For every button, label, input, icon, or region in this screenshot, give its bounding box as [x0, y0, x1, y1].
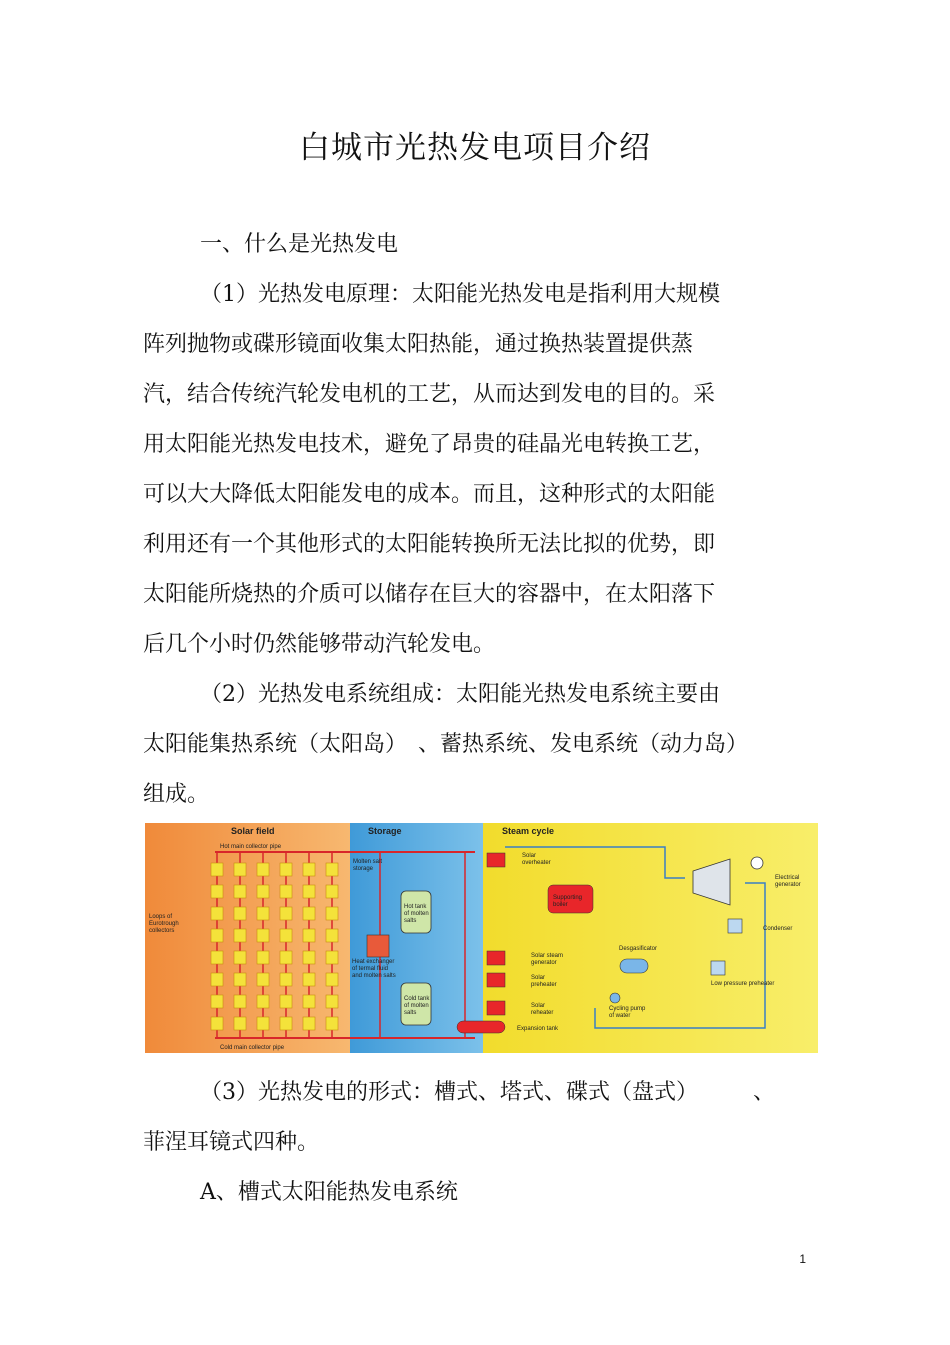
svg-text:of termal fluid: of termal fluid [352, 966, 389, 972]
cold-pipe-label: Cold main collector pipe [220, 1045, 285, 1051]
svg-text:reheater: reheater [531, 1010, 554, 1016]
svg-text:salts: salts [404, 1010, 417, 1016]
paragraph-line: （2）光热发电系统组成：太阳能光热发电系统主要由 [200, 682, 720, 707]
svg-text:Expansion tank: Expansion tank [517, 1026, 559, 1032]
svg-text:Solar: Solar [531, 975, 546, 981]
svg-text:of molten: of molten [404, 1003, 429, 1009]
condenser-box [728, 919, 742, 933]
paragraph-line: 组成。 [143, 782, 210, 807]
svg-text:of water: of water [609, 1013, 631, 1019]
paragraph-line: （3）光热发电的形式：槽式、塔式、碟式（盘式） 、 [200, 1080, 775, 1105]
svg-text:storage: storage [353, 866, 374, 872]
paragraph-line: 菲涅耳镜式四种。 [143, 1130, 320, 1155]
svg-text:generator: generator [531, 960, 557, 966]
paragraph-line: 太阳能所烧热的介质可以储存在巨大的容器中，在太阳落下 [143, 582, 716, 607]
storage-header: Storage [368, 826, 402, 836]
svg-text:Cold tank: Cold tank [404, 996, 430, 1002]
svg-text:Supporting: Supporting [553, 895, 583, 901]
paragraph-line: 可以大大降低太阳能发电的成本。而且，这种形式的太阳能 [143, 482, 716, 507]
svg-text:preheater: preheater [531, 982, 557, 988]
svg-text:Hot tank: Hot tank [404, 904, 427, 910]
solar-field-zone [145, 823, 350, 1053]
svg-text:overheater: overheater [522, 860, 551, 866]
paragraph-line: 太阳能集热系统（太阳岛） 、蓄热系统、发电系统（动力岛） [143, 732, 749, 757]
solar-field-header: Solar field [231, 826, 275, 836]
paragraph-line: 汽，结合传统汽轮发电机的工艺，从而达到发电的目的。采 [143, 382, 716, 407]
paragraph-line: 阵列抛物或碟形镜面收集太阳热能，通过换热装置提供蒸 [143, 332, 694, 357]
heat-exchanger [367, 935, 389, 957]
generator-icon [751, 857, 763, 869]
svg-text:Solar: Solar [531, 1003, 546, 1009]
svg-text:Cycling pump: Cycling pump [609, 1006, 646, 1012]
svg-text:Electrical: Electrical [775, 875, 800, 881]
svg-text:Desgasificator: Desgasificator [619, 946, 658, 952]
svg-text:salts: salts [404, 918, 417, 924]
svg-text:Eurotrough: Eurotrough [149, 921, 179, 927]
steam-cycle-header: Steam cycle [502, 826, 555, 836]
svg-text:of molten: of molten [404, 911, 429, 917]
svg-text:Condenser: Condenser [763, 926, 793, 932]
section-heading: 一、什么是光热发电 [200, 232, 399, 257]
pump-icon [610, 993, 620, 1003]
svg-text:boiler: boiler [553, 902, 568, 908]
paragraph-line: 利用还有一个其他形式的太阳能转换所无法比拟的优势，即 [143, 532, 716, 557]
page-number: 1 [799, 1252, 806, 1266]
lp-preheater-box [711, 961, 725, 975]
expansion-tank [457, 1021, 505, 1033]
page-title: 白城市光热发电项目介绍 [299, 130, 651, 166]
degasificator-tank [620, 959, 648, 973]
svg-text:Solar: Solar [522, 853, 537, 859]
solar-thermal-diagram [145, 823, 818, 1053]
paragraph-line: 后几个小时仍然能够带动汽轮发电。 [143, 632, 496, 657]
svg-text:collectors: collectors [149, 928, 175, 934]
svg-text:Solar steam: Solar steam [531, 953, 564, 959]
loops-label: Loops of [149, 914, 173, 920]
svg-text:generator: generator [775, 882, 801, 888]
svg-text:Low pressure preheater: Low pressure preheater [711, 981, 775, 987]
paragraph-line: （1）光热发电原理：太阳能光热发电是指利用大规模 [200, 282, 720, 307]
hot-pipe-label: Hot main collector pipe [220, 844, 282, 850]
svg-text:Heat exchanger: Heat exchanger [352, 959, 395, 965]
section-heading: A、槽式太阳能热发电系统 [200, 1180, 458, 1205]
svg-text:Molten salt: Molten salt [353, 859, 383, 865]
svg-text:and molten salts: and molten salts [352, 973, 396, 979]
paragraph-line: 用太阳能光热发电技术，避免了昂贵的硅晶光电转换工艺， [143, 432, 716, 457]
